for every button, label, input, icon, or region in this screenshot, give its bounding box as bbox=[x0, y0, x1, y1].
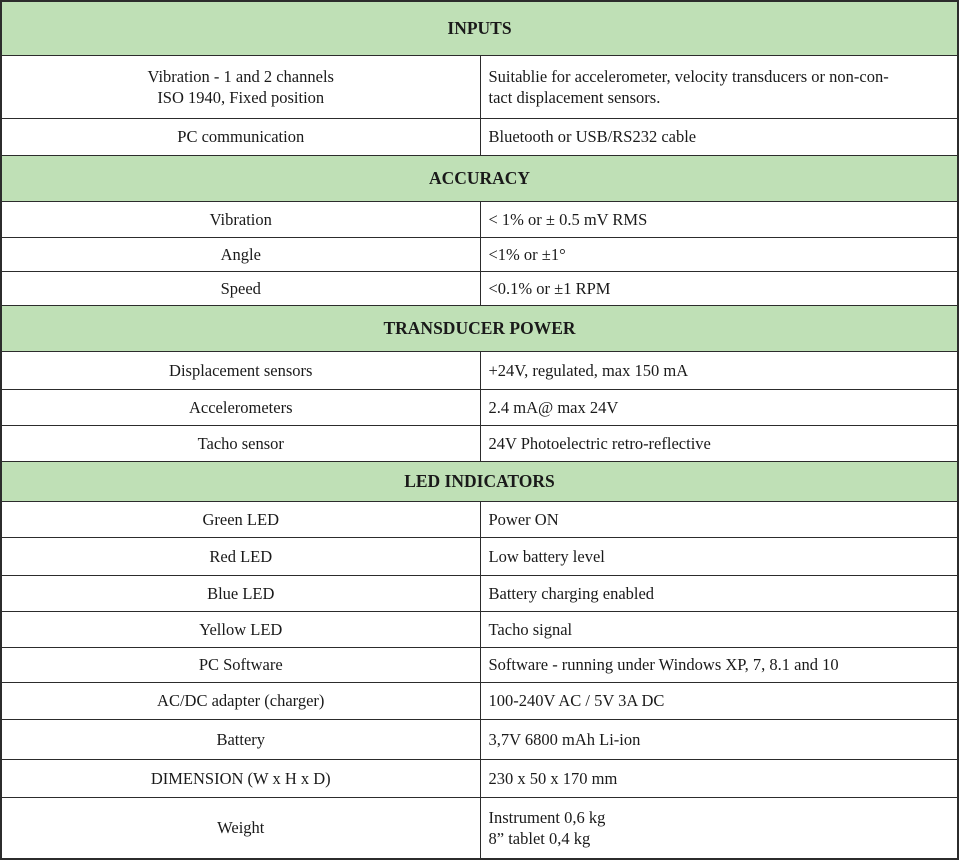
spec-value: <0.1% or ±1 RPM bbox=[488, 278, 611, 298]
spec-value-cell bbox=[480, 647, 958, 682]
section-header-row bbox=[1, 155, 958, 201]
spec-row bbox=[1, 237, 958, 271]
spec-value: < 1% or ± 0.5 mV RMS bbox=[488, 209, 648, 229]
spec-value-cell bbox=[480, 759, 958, 797]
spec-value: 2.4 mA@ max 24V bbox=[488, 397, 619, 417]
spec-value: 230 x 50 x 170 mm bbox=[488, 768, 618, 788]
spec-value: Tacho signal bbox=[488, 619, 573, 639]
spec-value: Suitablie for accelerometer, velocity transducers or non-con- bbox=[488, 66, 889, 86]
spec-label: Displacement sensors bbox=[169, 360, 313, 380]
spec-value: 3,7V 6800 mAh Li-ion bbox=[488, 729, 641, 749]
spec-label-cell bbox=[1, 575, 480, 611]
spec-label: PC Software bbox=[198, 655, 283, 674]
spec-value-cell bbox=[480, 389, 958, 425]
spec-value-cell bbox=[480, 425, 958, 461]
spec-value-cell bbox=[480, 611, 958, 647]
spec-row bbox=[1, 797, 958, 859]
spec-label: Vibration bbox=[209, 209, 272, 229]
spec-row bbox=[1, 647, 958, 682]
spec-row bbox=[1, 425, 958, 461]
spec-label-cell bbox=[1, 611, 480, 647]
spec-row bbox=[1, 55, 958, 118]
spec-label-cell bbox=[1, 719, 480, 759]
spec-value-cell bbox=[480, 719, 958, 759]
spec-label: Red LED bbox=[209, 546, 273, 566]
spec-label: Blue LED bbox=[207, 583, 275, 603]
spec-value-cell bbox=[480, 271, 958, 305]
section-title: TRANSDUCER POWER bbox=[1, 305, 958, 351]
spec-label: Accelerometers bbox=[188, 397, 293, 417]
spec-label: Green LED bbox=[202, 509, 279, 529]
spec-row bbox=[1, 537, 958, 575]
spec-value: <1% or ±1° bbox=[488, 244, 566, 264]
section-header-row bbox=[1, 305, 958, 351]
spec-row bbox=[1, 501, 958, 537]
spec-value: Low battery level bbox=[488, 546, 605, 566]
spec-row bbox=[1, 271, 958, 305]
spec-value-cell bbox=[480, 797, 958, 859]
spec-row bbox=[1, 351, 958, 389]
spec-label: Speed bbox=[220, 278, 261, 298]
spec-label-cell bbox=[1, 425, 480, 461]
spec-value-cell bbox=[480, 537, 958, 575]
spec-label: Yellow LED bbox=[199, 619, 283, 639]
spec-value-cell bbox=[480, 351, 958, 389]
spec-value: Bluetooth or USB/RS232 cable bbox=[488, 127, 697, 146]
spec-value: Battery charging enabled bbox=[488, 583, 655, 603]
spec-value: +24V, regulated, max 150 mA bbox=[488, 360, 689, 380]
spec-value-cell bbox=[480, 237, 958, 271]
spec-value: 100-240V AC / 5V 3A DC bbox=[488, 691, 665, 710]
spec-value: tact displacement sensors. bbox=[488, 87, 661, 107]
spec-value-cell bbox=[480, 682, 958, 719]
spec-label-cell bbox=[1, 537, 480, 575]
spec-row bbox=[1, 575, 958, 611]
specifications-body bbox=[1, 1, 958, 859]
section-header-row bbox=[1, 461, 958, 501]
spec-label: ISO 1940, Fixed position bbox=[157, 87, 325, 107]
spec-value-cell bbox=[480, 118, 958, 155]
spec-value: Power ON bbox=[488, 509, 559, 529]
spec-label-cell bbox=[1, 759, 480, 797]
spec-label-cell bbox=[1, 118, 480, 155]
spec-label-cell bbox=[1, 271, 480, 305]
spec-row bbox=[1, 719, 958, 759]
section-title: ACCURACY bbox=[1, 155, 958, 201]
spec-label-cell bbox=[1, 55, 480, 118]
spec-label-cell bbox=[1, 389, 480, 425]
section-title: INPUTS bbox=[1, 1, 958, 55]
spec-value-cell bbox=[480, 575, 958, 611]
spec-value-cell bbox=[480, 501, 958, 537]
spec-label: Weight bbox=[217, 818, 265, 838]
spec-label: Vibration - 1 and 2 channels bbox=[147, 66, 334, 86]
spec-label-cell bbox=[1, 237, 480, 271]
section-header-row bbox=[1, 1, 958, 55]
spec-row bbox=[1, 201, 958, 237]
spec-row bbox=[1, 759, 958, 797]
section-title: LED INDICATORS bbox=[1, 461, 958, 501]
spec-label: Tacho sensor bbox=[197, 433, 284, 453]
spec-row bbox=[1, 118, 958, 155]
spec-value: Software - running under Windows XP, 7, 8.1 and 10 bbox=[488, 655, 839, 674]
spec-row bbox=[1, 682, 958, 719]
spec-label: Angle bbox=[220, 244, 261, 264]
spec-label: PC communication bbox=[177, 127, 305, 146]
spec-value: Instrument 0,6 kg bbox=[488, 807, 606, 827]
spec-value: 8” tablet 0,4 kg bbox=[488, 828, 591, 848]
spec-label-cell bbox=[1, 797, 480, 859]
spec-label: AC/DC adapter (charger) bbox=[157, 691, 325, 710]
spec-row bbox=[1, 389, 958, 425]
spec-value: 24V Photoelectric retro-reflective bbox=[488, 433, 711, 453]
spec-label: Battery bbox=[216, 729, 266, 749]
spec-row bbox=[1, 611, 958, 647]
spec-label-cell bbox=[1, 682, 480, 719]
spec-label-cell bbox=[1, 201, 480, 237]
spec-value-cell bbox=[480, 55, 958, 118]
spec-label: DIMENSION (W x H x D) bbox=[150, 768, 331, 788]
spec-label-cell bbox=[1, 647, 480, 682]
spec-label-cell bbox=[1, 351, 480, 389]
spec-label-cell bbox=[1, 501, 480, 537]
spec-value-cell bbox=[480, 201, 958, 237]
